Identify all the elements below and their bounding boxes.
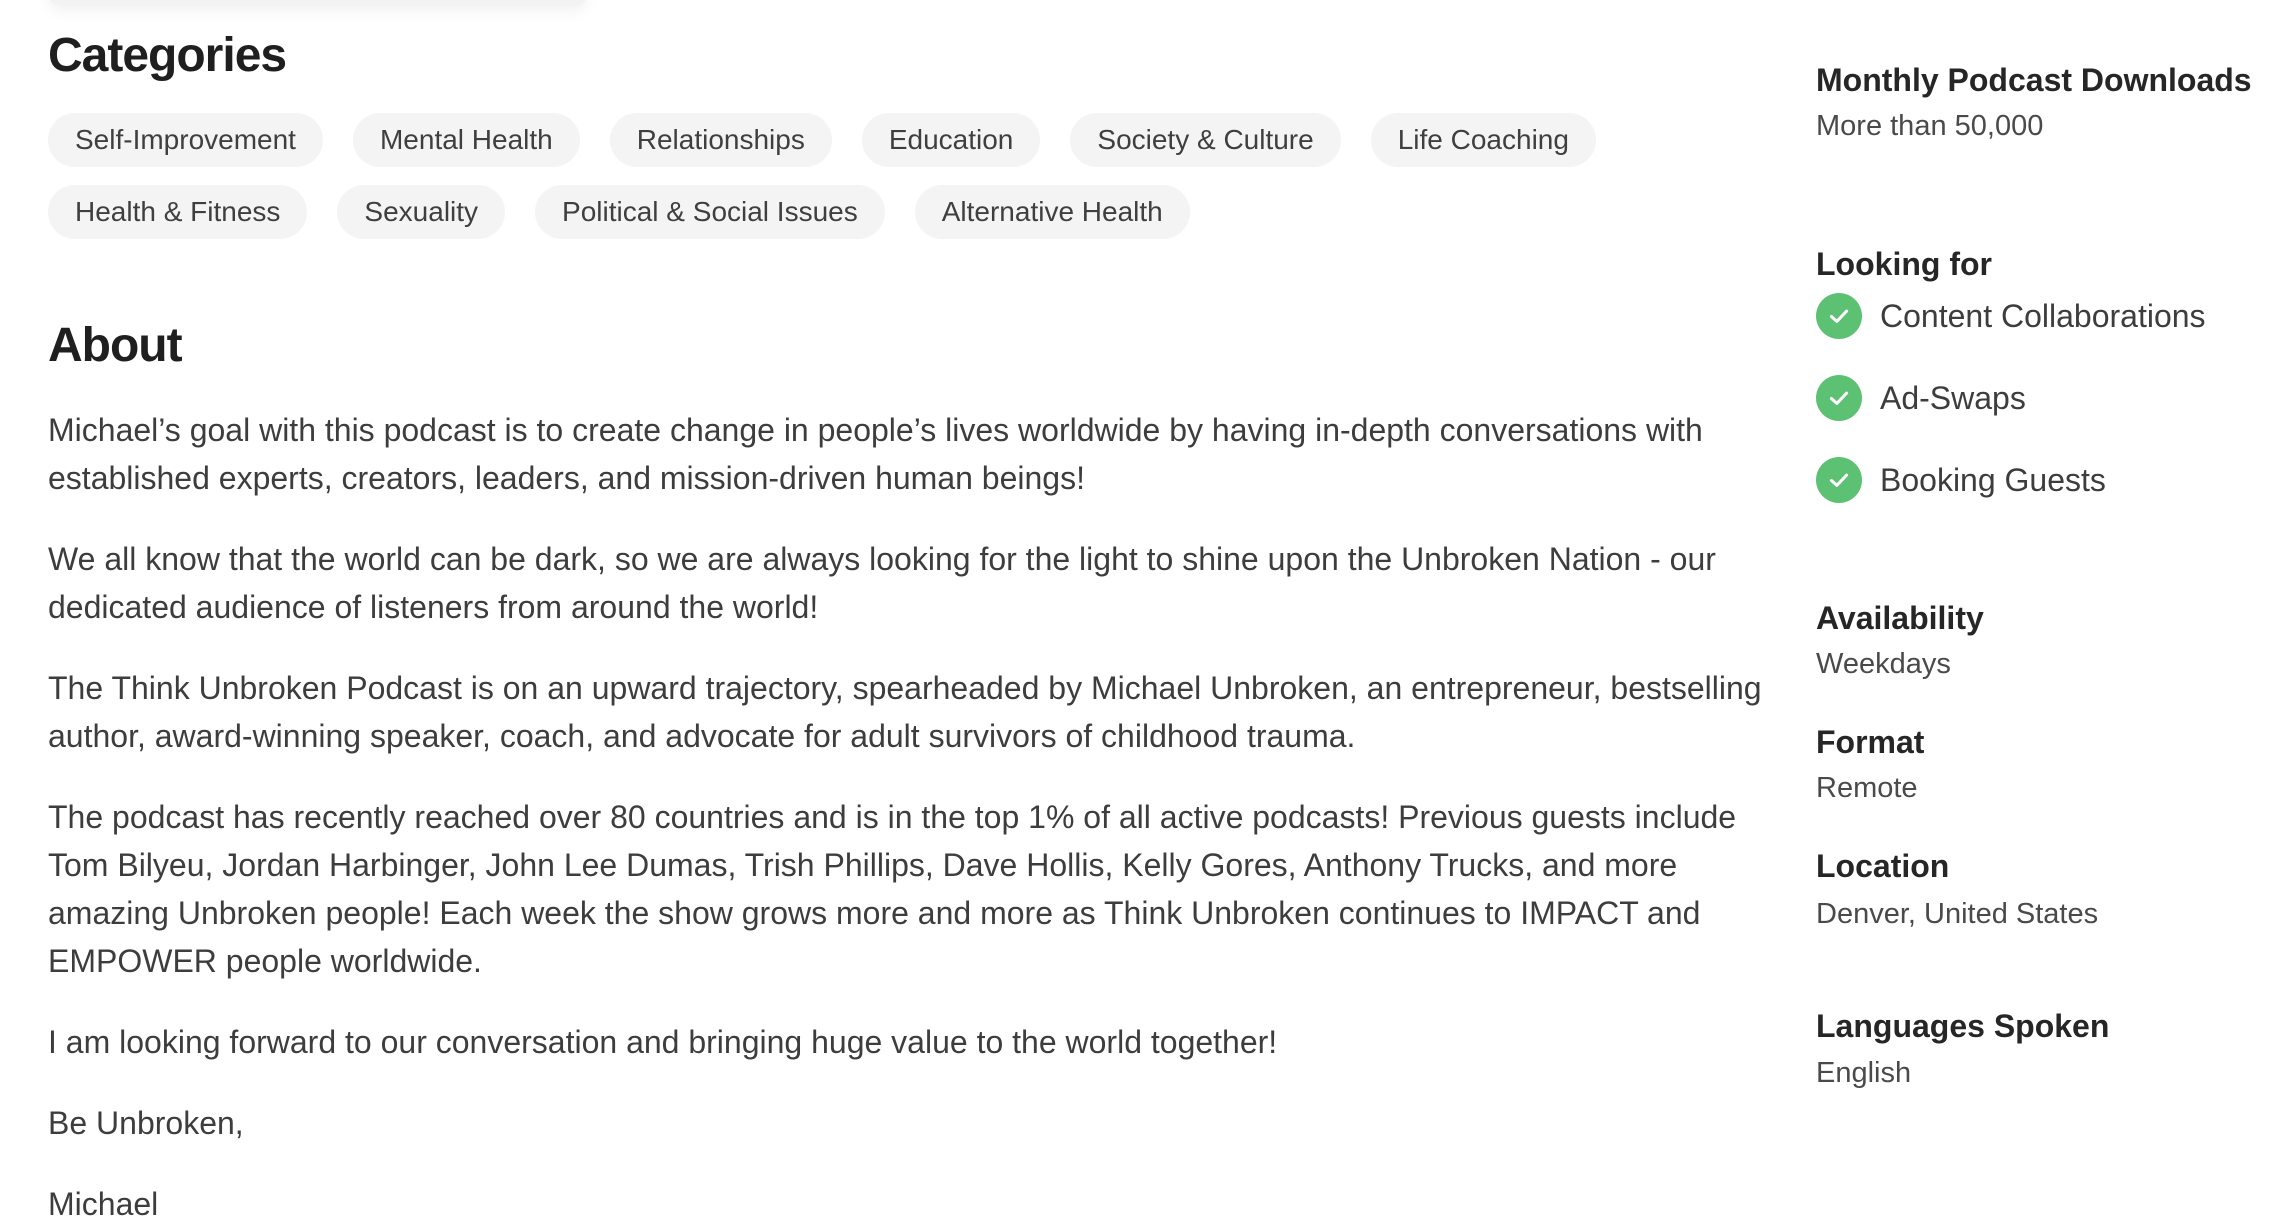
- about-paragraph: The Think Unbroken Podcast is on an upward trajectory, spearheaded by Michael Unbroken, an entrepreneur, bestselling author, award-winning speaker, coach, and advocate for adult survivors of childhood trauma.: [48, 670, 1762, 754]
- looking-for-item: [1816, 375, 2026, 421]
- category-chip[interactable]: Sexuality: [337, 185, 505, 239]
- about-paragraph: Be Unbroken,: [48, 1105, 244, 1141]
- about-text: [48, 406, 1768, 1224]
- looking-for-text: Ad-Swaps: [1880, 379, 2026, 416]
- category-chip[interactable]: Relationships: [610, 113, 832, 167]
- category-chip-row-1: [48, 113, 1748, 167]
- looking-for-item: [1816, 457, 2106, 503]
- category-chip[interactable]: Mental Health: [353, 113, 580, 167]
- availability-value: Weekdays: [1816, 648, 1951, 680]
- about-paragraph: Michael’s goal with this podcast is to create change in people’s lives worldwide by having in-depth conversations with established experts, creators, leaders, and mission-driven human beings!: [48, 412, 1703, 496]
- category-chip[interactable]: Society & Culture: [1070, 113, 1340, 167]
- check-circle-icon: [1816, 457, 1862, 503]
- category-chip[interactable]: Alternative Health: [915, 185, 1190, 239]
- category-chip[interactable]: Self-Improvement: [48, 113, 323, 167]
- availability-label: Availability: [1816, 600, 1984, 636]
- about-paragraph: We all know that the world can be dark, so we are always looking for the light to shine upon the Unbroken Nation - our dedicated audience of listeners from around the world!: [48, 541, 1716, 625]
- location-label: Location: [1816, 848, 1950, 884]
- looking-for-text: Content Collaborations: [1880, 297, 2206, 334]
- category-chip-row-2: [48, 185, 1748, 239]
- category-chip[interactable]: Political & Social Issues: [535, 185, 885, 239]
- category-chip[interactable]: Education: [862, 113, 1041, 167]
- looking-for-label: Looking for: [1816, 246, 1992, 282]
- category-chip[interactable]: Health & Fitness: [48, 185, 307, 239]
- about-heading: About: [48, 319, 182, 372]
- downloads-value: More than 50,000: [1816, 110, 2044, 142]
- location-value: Denver, United States: [1816, 898, 2099, 930]
- languages-value: English: [1816, 1057, 1912, 1089]
- about-paragraph: I am looking forward to our conversation and bringing huge value to the world together!: [48, 1024, 1278, 1060]
- about-paragraph: The podcast has recently reached over 80 countries and is in the top 1% of all active podcasts! Previous guests include Tom Bilyeu, Jordan Harbinger, John Lee Dumas, Trish Phillips, Dave Hollis, Kelly Gores, Anthony Trucks, and more amazing Unbroken people! Each week the show grows more and more as Think Unbroken continues to IMPACT and EMPOWER people worldwide.: [48, 799, 1737, 979]
- format-value: Remote: [1816, 772, 1918, 804]
- category-chip[interactable]: Life Coaching: [1371, 113, 1596, 167]
- languages-label: Languages Spoken: [1816, 1008, 2110, 1044]
- check-circle-icon: [1816, 375, 1862, 421]
- check-circle-icon: [1816, 293, 1862, 339]
- category-chips: [48, 113, 1748, 257]
- about-paragraph: Michael: [48, 1186, 159, 1222]
- downloads-label: Monthly Podcast Downloads: [1816, 62, 2252, 98]
- looking-for-text: Booking Guests: [1880, 461, 2106, 498]
- categories-heading: Categories: [48, 29, 287, 82]
- looking-for-item: [1816, 293, 2206, 339]
- format-label: Format: [1816, 724, 1925, 760]
- top-card-edge: [48, 0, 588, 6]
